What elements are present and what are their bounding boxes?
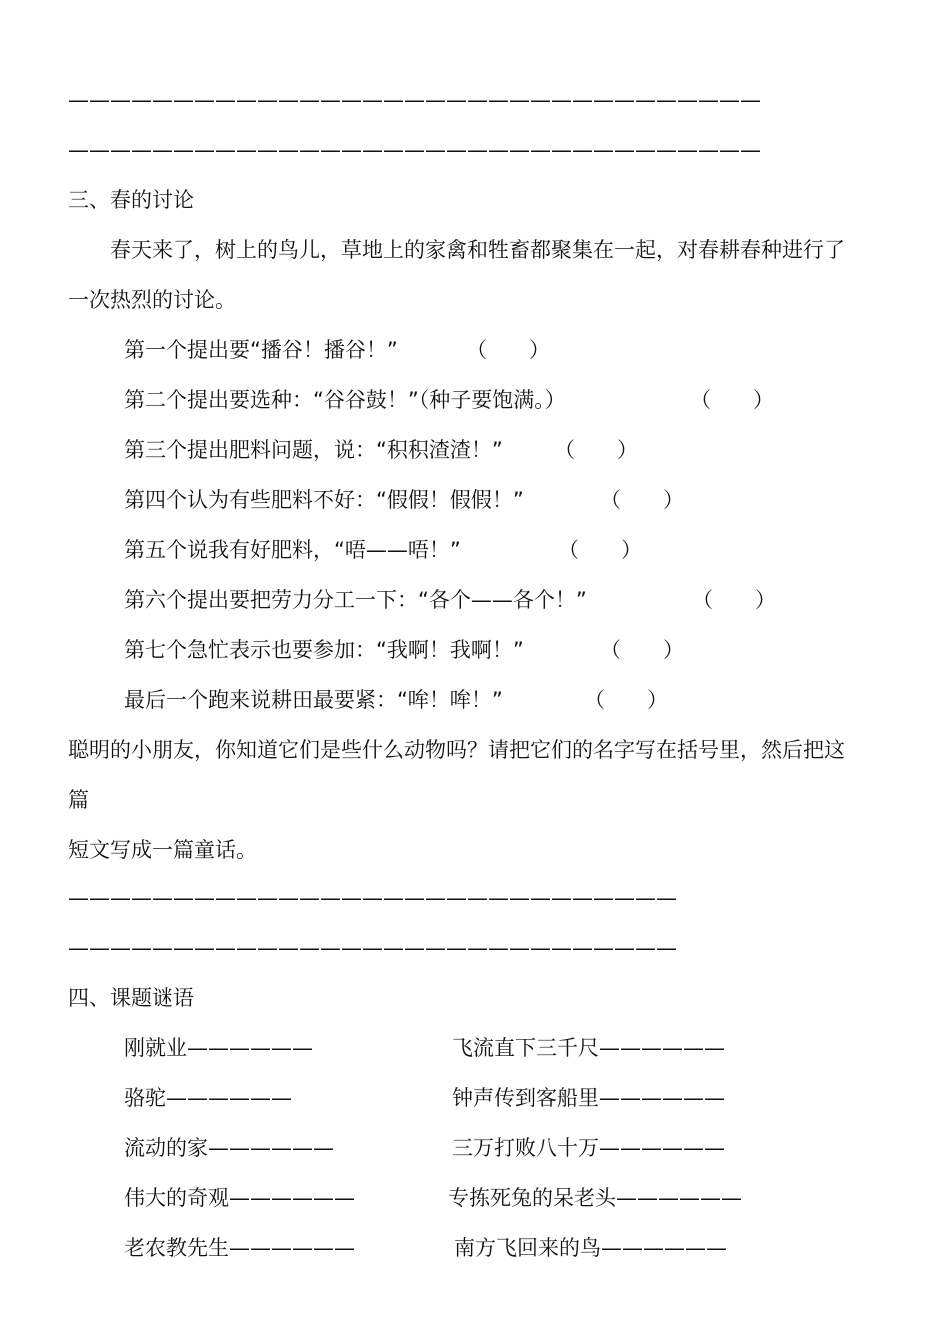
riddle-item [452,1034,725,1062]
riddle-text: 流动的家 [124,1136,208,1160]
riddle-text: 专拣死兔的呆老头 [448,1186,616,1210]
riddle-item [452,1134,725,1162]
discussion-item: 第四个认为有些肥料不好：“假假！假假！” [124,488,524,512]
discussion-item: 第一个提出要“播谷！播谷！” [124,338,398,362]
riddle-item [124,1234,355,1262]
intro-text: 一次热烈的讨论。 [68,288,236,312]
intro-text: 春天来了，树上的鸟儿，草地上的家禽和牲畜都聚集在一起，对春耕春种进行了 [110,238,845,262]
riddle-item [454,1234,727,1262]
riddle-text: 飞流直下三千尺 [452,1036,599,1060]
discussion-item: 第五个说我有好肥料，“唔——唔！” [124,538,461,562]
answer-line: ————————————————————————————— [68,886,677,910]
riddle-answer-blank[interactable]: —————— [599,1136,725,1160]
discussion-item: 第三个提出肥料问题，说：“积积渣渣！” [124,438,503,462]
riddle-text: 钟声传到客船里 [452,1086,599,1110]
answer-line: ————————————————————————————— [68,936,677,960]
answer-line: ————————————————————————————————— [68,138,761,162]
riddle-item [124,1084,292,1112]
riddle-answer-blank[interactable]: —————— [229,1236,355,1260]
riddle-answer-blank[interactable]: —————— [187,1036,313,1060]
riddle-item [124,1134,334,1162]
riddle-answer-blank[interactable]: —————— [208,1136,334,1160]
question-text: 聪明的小朋友，你知道它们是些什么动物吗？请把它们的名字写在括号里，然后把这 [68,738,845,762]
discussion-item: 第二个提出要选种：“谷谷鼓！”（种子要饱满。） [124,388,566,412]
question-text: 短文写成一篇童话。 [68,838,257,862]
riddle-answer-blank[interactable]: —————— [599,1036,725,1060]
answer-line: ————————————————————————————————— [68,88,761,112]
riddle-text: 刚就业 [124,1036,187,1060]
riddle-text: 南方飞回来的鸟 [454,1236,601,1260]
discussion-item: 第七个急忙表示也要参加：“我啊！我啊！” [124,638,524,662]
answer-blank[interactable]: （ ） [690,388,774,412]
answer-blank[interactable]: （ ） [466,338,550,362]
section-heading: 三、春的讨论 [68,188,194,212]
riddle-item [452,1084,725,1112]
riddle-text: 伟大的奇观 [124,1186,229,1210]
riddle-text: 骆驼 [124,1086,166,1110]
riddle-item [124,1184,355,1212]
riddle-text: 老农教先生 [124,1236,229,1260]
riddle-answer-blank[interactable]: —————— [599,1086,725,1110]
answer-blank[interactable]: （ ） [554,438,638,462]
discussion-item: 最后一个跑来说耕田最要紧：“哞！哞！” [124,688,503,712]
riddle-answer-blank[interactable]: —————— [616,1186,742,1210]
question-text: 篇 [68,788,89,812]
answer-blank[interactable]: （ ） [600,488,684,512]
riddle-answer-blank[interactable]: —————— [166,1086,292,1110]
discussion-item: 第六个提出要把劳力分工一下：“各个——各个！” [124,588,587,612]
riddle-answer-blank[interactable]: —————— [229,1186,355,1210]
answer-blank[interactable]: （ ） [600,638,684,662]
section-heading: 四、课题谜语 [68,986,194,1010]
answer-blank[interactable]: （ ） [692,588,776,612]
riddle-text: 三万打败八十万 [452,1136,599,1160]
answer-blank[interactable]: （ ） [584,688,668,712]
riddle-item [448,1184,742,1212]
answer-blank[interactable]: （ ） [558,538,642,562]
riddle-item [124,1034,313,1062]
riddle-answer-blank[interactable]: —————— [601,1236,727,1260]
